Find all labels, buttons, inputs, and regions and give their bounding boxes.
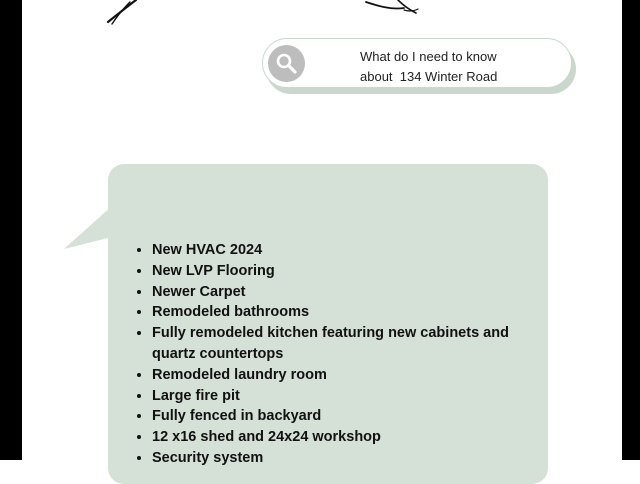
list-item: • Fully remodeled kitchen featuring new cabinets and quartz countertops (152, 323, 552, 365)
search-query-text: What do I need to know about 134 Winter Road (360, 49, 498, 84)
list-item: • Remodeled bathrooms (152, 302, 552, 323)
list-item: • Large fire pit (152, 386, 552, 407)
list-item: • Fully fenced in backyard (152, 406, 552, 427)
feature-list (132, 240, 552, 469)
list-item: • New LVP Flooring (152, 261, 552, 282)
list-item: • New HVAC 2024 (152, 240, 552, 261)
list-item: • 12 x16 shed and 24x24 workshop (152, 427, 552, 448)
list-item: • Remodeled laundry room (152, 365, 552, 386)
list-item: • Security system (152, 448, 552, 469)
list-item: • Newer Carpet (152, 282, 552, 303)
